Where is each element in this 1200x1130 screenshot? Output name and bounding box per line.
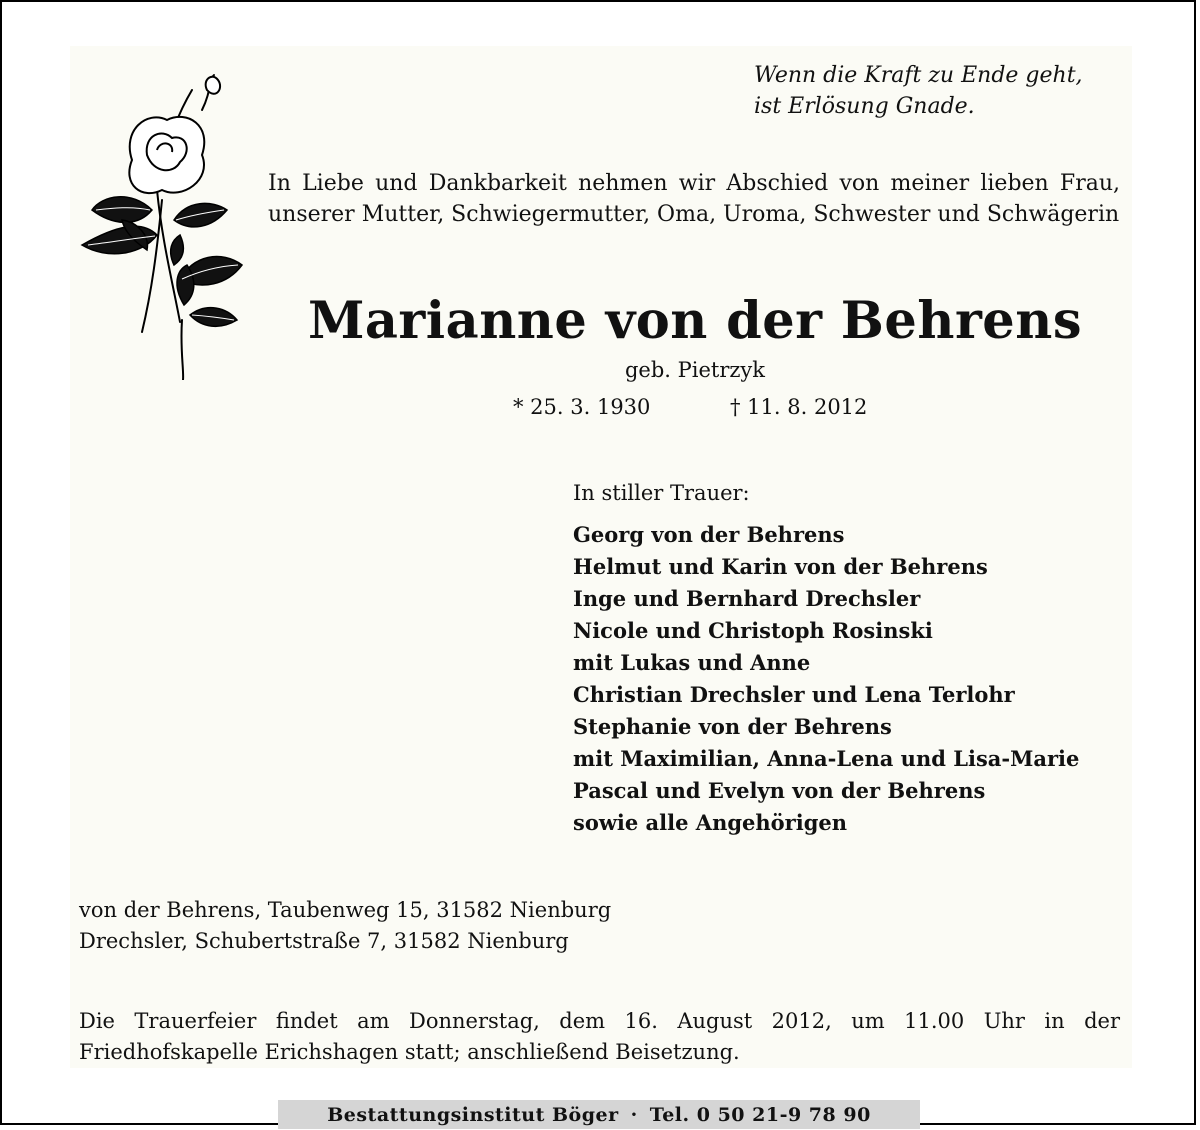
mourner-entry: mit Lukas und Anne [573,650,811,675]
motto-verse [754,60,1083,122]
maiden-name: geb. Pietrzyk [624,358,766,382]
mourners-heading: In stiller Trauer: [573,481,750,505]
mourner-entry: Inge und Bernhard Drechsler [573,586,921,611]
mourner-entry: mit Maximilian, Anna-Lena und Lisa-Marie [573,746,1080,771]
address-line: von der Behrens, Taubenweg 15, 31582 Nienburg [79,898,612,922]
funeral-notice: Die Trauerfeier findet am Donnerstag, dem 16. August 2012, um 11.00 Uhr in der Friedhofskapelle Erichshagen statt; anschließend Beisetzung. [79,1009,1120,1064]
motto-line: Wenn die Kraft zu Ende geht, [754,63,1083,88]
footer-separator: · [630,1104,638,1126]
funeral-home-footer [278,1100,920,1129]
funeral-home-phone: Tel. 0 50 21-9 78 90 [649,1104,871,1126]
mourner-entry: Helmut und Karin von der Behrens [573,554,988,579]
death-date: † 11. 8. 2012 [730,395,868,419]
mourner-entry: Christian Drechsler und Lena Terlohr [573,682,1015,707]
deceased-name: Marianne von der Behrens [307,291,1083,351]
mourner-entry: Stephanie von der Behrens [573,714,892,739]
address-line: Drechsler, Schubertstraße 7, 31582 Nienburg [79,929,569,953]
funeral-home-name: Bestattungsinstitut Böger [327,1104,619,1126]
motto-line: ist Erlösung Gnade. [754,94,975,119]
family-addresses [79,895,611,957]
mourners-list [573,519,1079,839]
mourner-entry: Nicole und Christoph Rosinski [573,618,933,643]
mourner-entry: Pascal und Evelyn von der Behrens [573,778,986,803]
intro-text: In Liebe und Dankbarkeit nehmen wir Abschied von meiner lieben Frau, unserer Mutter, Schwiegermutter, Oma, Uroma, Schwester und Schwägerin [268,171,1120,227]
birth-date: * 25. 3. 1930 [513,395,651,419]
mourner-entry: sowie alle Angehörigen [573,810,848,835]
mourner-entry: Georg von der Behrens [573,522,845,547]
